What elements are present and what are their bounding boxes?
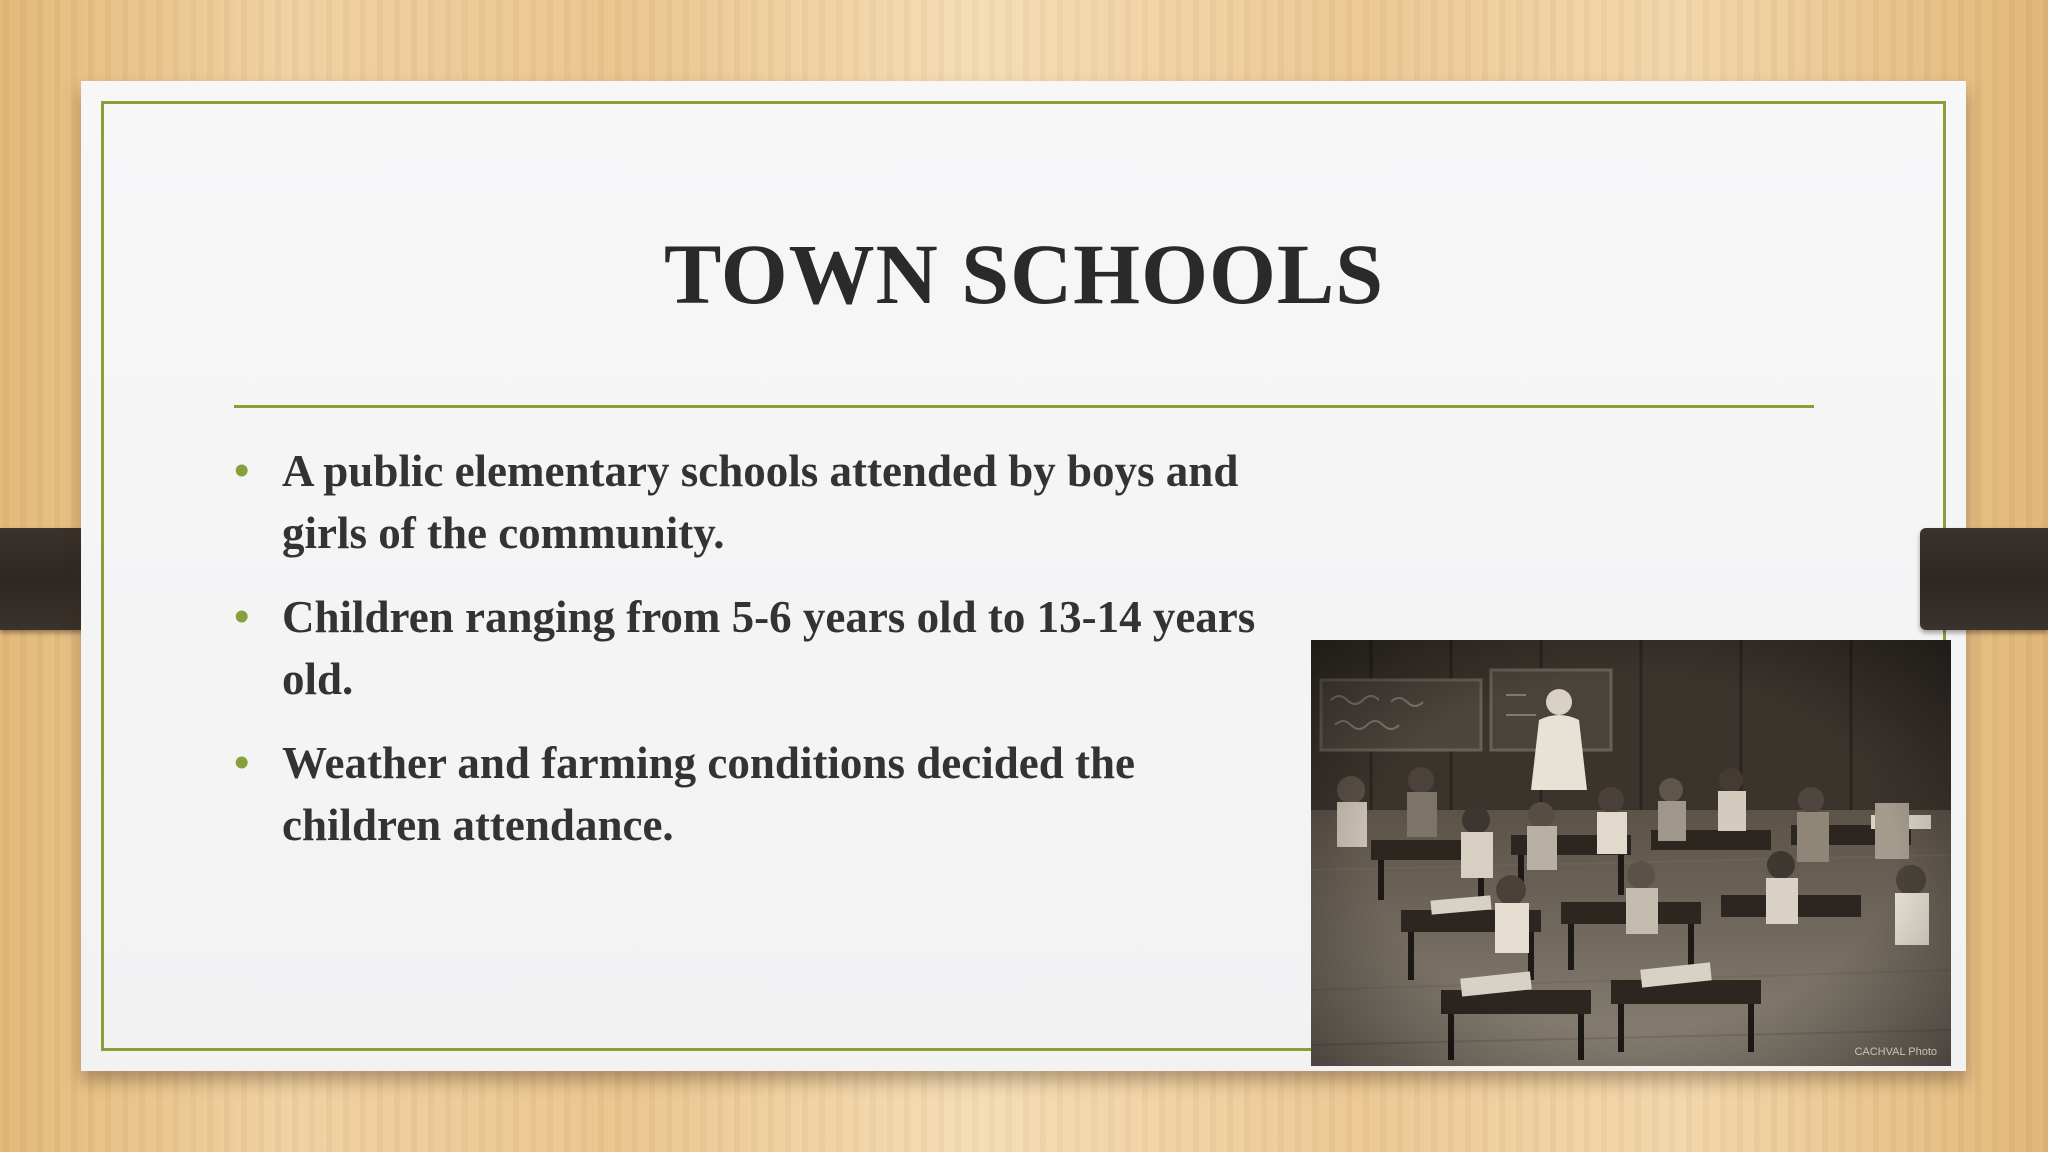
classroom-photo [1311,640,1951,1066]
bullet-text: Children ranging from 5-6 years old to 13-14 years old. [282,592,1256,704]
bullet-list [234,440,1294,878]
slide-title: TOWN SCHOOLS [663,226,1385,322]
bullet-item [234,586,1294,710]
bullet-item [234,732,1294,856]
bullet-item [234,440,1294,564]
bullet-text: Weather and farming conditions decided the children attendance. [282,738,1135,850]
bullet-dot-icon: • [234,446,250,495]
photo-credit: CACHVAL Photo [1854,1046,1937,1058]
bullet-dot-icon: • [234,738,250,787]
binder-clip-right [1920,528,2048,630]
classroom-photo-illustration [1311,640,1951,1066]
title-divider [234,405,1814,408]
bullet-text: A public elementary schools attended by boys and girls of the community. [282,446,1239,558]
bullet-dot-icon: • [234,592,250,641]
